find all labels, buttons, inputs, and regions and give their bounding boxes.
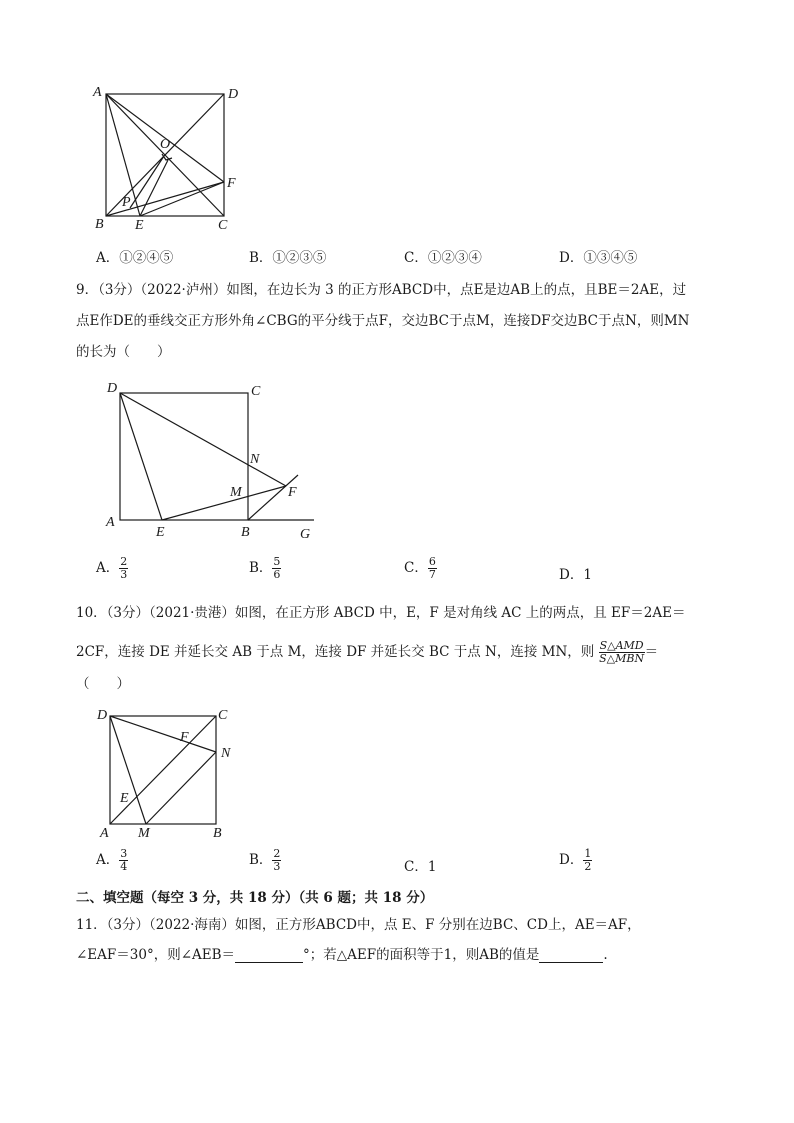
- q9-option-d: D．1: [559, 567, 592, 583]
- q10-stem-line1: 10．（3分）（2021·贵港）如图，在正方形 ABCD 中，E，F 是对角线 AC 上的两点，且 EF＝2AE＝: [76, 605, 686, 621]
- q10-label-d: D: [97, 708, 108, 723]
- q10-option-b: B． $\frac{2}{3}$: [249, 847, 281, 873]
- q9-label-f: F: [288, 485, 297, 500]
- q10-option-c: C．1: [404, 859, 437, 875]
- q8-option-c: C．①②③④: [404, 250, 482, 266]
- q9-label-b: B: [241, 525, 250, 540]
- q9-label-d: D: [107, 381, 118, 396]
- section2-heading: 二、填空题（每空 3 分，共 18 分）（共 6 题；共 18 分）: [76, 890, 434, 906]
- q8-label-c: C: [218, 218, 228, 233]
- q8-label-d: D: [228, 87, 239, 102]
- q11-stem-line1: 11．（3分）（2022·海南）如图，正方形ABCD中，点 E、F 分别在边BC、CD上，AE＝AF，: [76, 917, 641, 933]
- q8-label-a: A: [93, 85, 102, 100]
- q10-segment-mn: [146, 752, 216, 824]
- q9-segment-df: [120, 393, 286, 486]
- q10-label-n: N: [221, 746, 231, 761]
- q9-label-a: A: [106, 515, 115, 530]
- q8-option-b: B．①②③⑤: [249, 250, 327, 266]
- q8-segment-ep2: [140, 160, 168, 216]
- q9-stem-line2: 点E作DE的垂线交正方形外角∠CBG的平分线于点F，交边BC于点M，连接DF交边BC于点N，则MN: [76, 313, 690, 329]
- q9-label-c: C: [251, 384, 261, 399]
- q10-option-d: D． $\frac{1}{2}$: [559, 847, 592, 873]
- q8-option-d: D．①③④⑤: [559, 250, 638, 266]
- q10-label-b: B: [213, 826, 222, 841]
- q10-segment-dm: [110, 716, 146, 824]
- q9-label-n: N: [250, 452, 260, 467]
- q10-label-e: E: [120, 791, 129, 806]
- q10-label-a: A: [100, 826, 109, 841]
- q9-segment-de: [120, 393, 162, 520]
- q8-label-e: E: [135, 218, 144, 233]
- q8-figure: [88, 80, 258, 240]
- q8-label-b: B: [95, 217, 104, 232]
- q10-label-m: M: [138, 826, 150, 841]
- q11-answer-blank-1[interactable]: [235, 948, 303, 963]
- q9-option-a: A． $\frac{2}{3}$: [96, 555, 128, 581]
- q10-stem-line3: （ ）: [76, 676, 130, 692]
- q10-label-c: C: [218, 708, 228, 723]
- q9-stem-line3: 的长为（ ）: [76, 344, 171, 360]
- q10-diagonal-ac: [110, 716, 216, 824]
- q9-option-c: C． $\frac{6}{7}$: [404, 555, 436, 581]
- q10-segment-dn: [110, 716, 216, 752]
- q9-stem-line1: 9．（3分）（2022·泸州）如图，在边长为 3 的正方形ABCD中，点E是边AB上的点，且BE＝2AE，过: [76, 282, 687, 298]
- q8-segment-ef: [140, 182, 224, 216]
- q10-label-f: F: [180, 730, 189, 745]
- q9-square: [120, 393, 248, 520]
- q8-label-p: P: [122, 195, 131, 210]
- q8-label-f: F: [227, 176, 236, 191]
- q10-area-ratio: $\frac{\text{S△AMD}}{\text{S△MBN}}$: [599, 639, 645, 665]
- q8-option-a: A．①②④⑤: [96, 250, 174, 266]
- q9-label-e: E: [156, 525, 165, 540]
- q9-figure: [100, 378, 330, 543]
- q9-label-g: G: [300, 527, 311, 542]
- q9-option-b: B． $\frac{5}{6}$: [249, 555, 281, 581]
- q10-option-a: A． $\frac{3}{4}$: [96, 847, 128, 873]
- q9-label-m: M: [230, 485, 242, 500]
- q10-figure: [92, 702, 242, 842]
- q11-stem-line2: ∠EAF＝30°，则∠AEB＝ °；若△AEF的面积等于1，则AB的值是 .: [76, 947, 608, 963]
- q11-answer-blank-2[interactable]: [539, 948, 603, 963]
- q10-stem-line2: 2CF，连接 DE 并延长交 AB 于点 M，连接 DF 并延长交 BC 于点 N，连接 MN，则 $\frac{\text{S△AMD}}{\text{S△MBN}}$ ＝: [76, 639, 659, 665]
- q8-label-o: O: [160, 137, 171, 152]
